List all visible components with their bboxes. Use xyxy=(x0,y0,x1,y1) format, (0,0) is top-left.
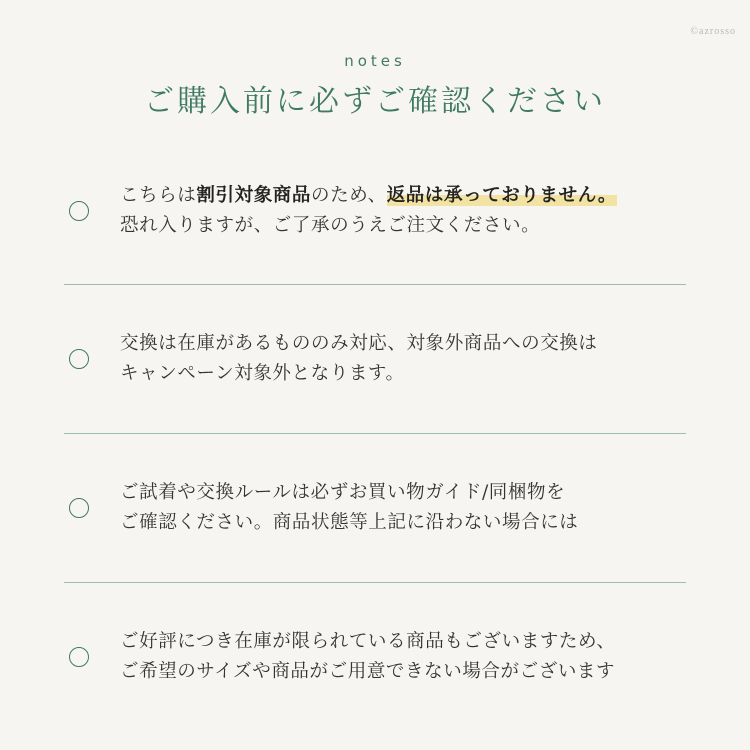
note-item xyxy=(64,583,686,731)
no-returns-highlight: 返品は承っておりません。 xyxy=(386,185,617,207)
note-line: キャンペーン対象外となります。 xyxy=(120,363,405,384)
note-text xyxy=(120,181,617,241)
note-text xyxy=(120,329,598,389)
brand-watermark: ©azrosso xyxy=(690,26,736,37)
note-line: ご確認ください。商品状態等上記に沿わない場合には xyxy=(120,512,579,533)
note-text-segment: のため、 xyxy=(311,185,387,207)
note-item xyxy=(64,434,686,583)
note-line: ご好評につき在庫が限られている商品もございますため、 xyxy=(120,631,616,653)
note-line: ご希望のサイズや商品がご用意できない場合がございます xyxy=(120,661,616,682)
note-line: 交換は在庫があるもののみ対応、対象外商品への交換は xyxy=(120,333,598,355)
note-item xyxy=(64,138,686,285)
page-title: ご購入前に必ずご確認ください xyxy=(144,84,606,119)
discount-target-emphasis: 割引対象商品 xyxy=(196,185,312,207)
notes-list xyxy=(64,138,686,731)
section-eyebrow: notes xyxy=(344,52,406,70)
header xyxy=(0,52,750,120)
circle-bullet-icon xyxy=(69,498,89,518)
note-line: ご試着や交換ルールは必ずお買い物ガイド/同梱物を xyxy=(120,482,566,504)
note-text xyxy=(120,478,578,538)
circle-bullet-icon xyxy=(69,349,89,369)
note-line xyxy=(120,181,617,211)
note-line: 恐れ入りますが、ご了承のうえご注文ください。 xyxy=(120,215,541,236)
circle-bullet-icon xyxy=(69,647,89,667)
circle-bullet-icon xyxy=(69,201,89,221)
note-text-segment: こちらは xyxy=(120,185,197,207)
note-item xyxy=(64,285,686,434)
note-text xyxy=(120,627,616,687)
